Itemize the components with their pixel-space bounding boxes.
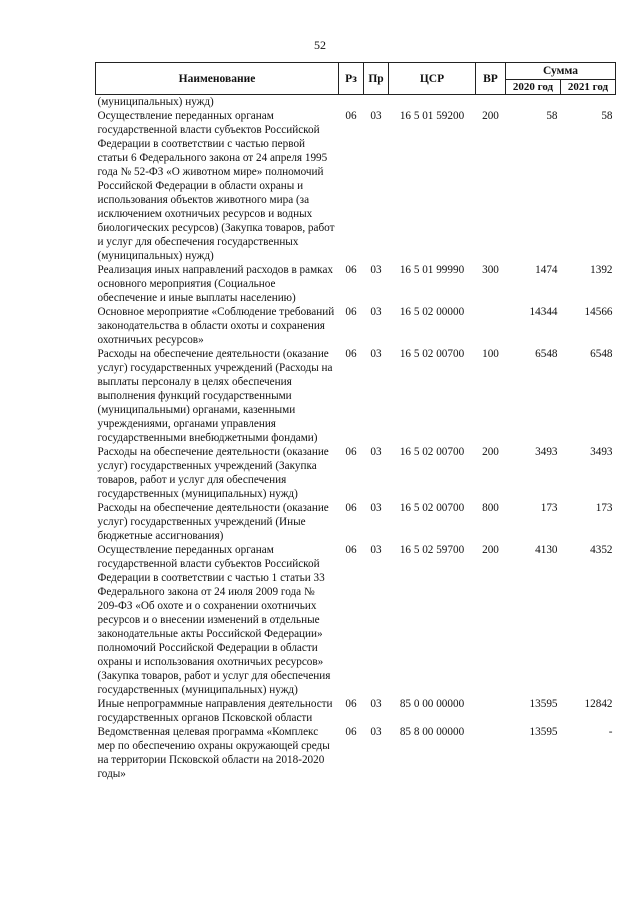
row-sum-2020: 3493 (535, 446, 558, 458)
row-vr: 300 (482, 264, 499, 276)
table-row (96, 501, 616, 543)
row-sum-2021: 1392 (590, 264, 613, 276)
table-row (96, 543, 616, 697)
row-pr: 03 (370, 348, 382, 360)
row-pr: 03 (370, 544, 382, 556)
header-vr: ВР (476, 63, 506, 95)
header-sum: Сумма (506, 63, 616, 80)
row-csr: 16 5 02 00700 (399, 502, 465, 514)
row-name: Иные непрограммные направления деятельности государственных органов Псковской области (97, 698, 333, 724)
row-sum-2021: 12842 (584, 698, 613, 710)
row-sum-2020: 13595 (529, 698, 558, 710)
row-pr: 03 (370, 502, 382, 514)
row-name: Осуществление переданных органам государственной власти субъектов Российской Федерации в соответствии с частью первой статьи 6 Федерального закона от 24 апреля 1995 года № 52-ФЗ «О животном мире» полномочий Российской Федерации в области охраны и использования объектов животного мира (за исключением охотничьих ресурсов и водных биологических ресурсов) (Закупка товаров, работ и услуг для обеспечения государственных (муниципальных) нужд) (97, 110, 335, 262)
row-name: Расходы на обеспечение деятельности (оказание услуг) государственных учреждений (Закупка товаров, работ и услуг для обеспечения государственных (муниципальных) нужд) (97, 446, 329, 500)
row-pr: 03 (370, 110, 382, 122)
row-sum-2020 (506, 95, 561, 110)
page-number: 52 (314, 38, 326, 52)
row-csr: 16 5 02 00700 (399, 446, 465, 458)
header-csr: ЦСР (389, 63, 476, 95)
row-name: Расходы на обеспечение деятельности (оказание услуг) государственных учреждений (Расходы на выплаты персоналу в целях обеспечения выполнения функций государственными (муниципальными) органами, казенными учреждениями, органами управления государственными внебюджетными фондами) (97, 348, 333, 444)
row-sum-2021: 58 (601, 110, 613, 122)
row-sum-2021: 3493 (590, 446, 613, 458)
row-sum-2020: 13595 (529, 726, 558, 738)
row-csr (389, 95, 476, 110)
row-sum-2021: 4352 (590, 544, 613, 556)
table-row (96, 445, 616, 501)
row-rz: 06 (345, 446, 357, 458)
header-year-2021: 2021 год (561, 80, 616, 95)
row-rz: 06 (345, 348, 357, 360)
row-rz: 06 (345, 264, 357, 276)
row-sum-2020: 173 (540, 502, 558, 514)
row-sum-2021: 173 (595, 502, 613, 514)
row-sum-2020: 58 (546, 110, 558, 122)
table-row (96, 109, 616, 263)
row-vr (476, 305, 506, 347)
row-csr: 16 5 01 59200 (399, 110, 465, 122)
table-row (96, 263, 616, 305)
row-sum-2021: - (608, 726, 613, 738)
row-name: Расходы на обеспечение деятельности (оказание услуг) государственных учреждений (Иные бюджетные ассигнования) (97, 502, 329, 542)
row-vr: 200 (482, 110, 499, 122)
row-rz: 06 (345, 726, 357, 738)
row-pr: 03 (370, 306, 382, 318)
row-csr: 85 0 00 00000 (399, 698, 465, 710)
row-vr: 100 (482, 348, 499, 360)
row-sum-2021: 14566 (584, 306, 613, 318)
row-name: Реализация иных направлений расходов в рамках основного мероприятия (Социальное обеспечение и иные выплаты населению) (97, 264, 334, 304)
row-name: Основное мероприятие «Соблюдение требований законодательства в области охоты и сохранения охотничьих ресурсов» (97, 306, 335, 346)
table-row (96, 305, 616, 347)
table-row (96, 697, 616, 725)
row-sum-2020: 1474 (535, 264, 558, 276)
row-vr: 200 (482, 446, 499, 458)
budget-table (95, 62, 616, 781)
table-row (96, 95, 616, 110)
row-name: Ведомственная целевая программа «Комплекс мер по обеспечению охраны окружающей среды на территории Псковской области на 2018-2020 годы» (97, 726, 330, 780)
row-vr (476, 697, 506, 725)
row-sum-2021: 6548 (590, 348, 613, 360)
row-pr: 03 (370, 264, 382, 276)
row-rz: 06 (345, 110, 357, 122)
table-row (96, 725, 616, 781)
header-year-2020: 2020 год (506, 80, 561, 95)
header-rz: Рз (339, 63, 364, 95)
row-sum-2020: 4130 (535, 544, 558, 556)
row-vr (476, 95, 506, 110)
row-pr (364, 95, 389, 110)
row-pr: 03 (370, 726, 382, 738)
row-sum-2020: 14344 (529, 306, 558, 318)
row-name: (муниципальных) нужд) (97, 96, 214, 108)
row-vr: 800 (482, 502, 499, 514)
table-body (96, 95, 616, 782)
table-row (96, 347, 616, 445)
header-pr: Пр (364, 63, 389, 95)
row-rz: 06 (345, 502, 357, 514)
row-csr: 16 5 02 59700 (399, 544, 465, 556)
row-pr: 03 (370, 698, 382, 710)
row-rz (339, 95, 364, 110)
row-name: Осуществление переданных органам государственной власти субъектов Российской Федерации в соответствии с частью 1 статьи 33 Федерального закона от 24 июля 2009 года № 209-ФЗ «Об охоте и о сохранении охотничьих ресурсов и о внесении изменений в отдельные законодательные акты Российской Федерации» полномочий Российской Федерации в области охраны и использования охотничьих ресурсов» (Закупка товаров, работ и услуг для обеспечения государственных (муниципальных) нужд) (97, 544, 331, 696)
row-csr: 16 5 02 00000 (399, 306, 465, 318)
row-rz: 06 (345, 544, 357, 556)
row-csr: 85 8 00 00000 (399, 726, 465, 738)
row-vr (476, 725, 506, 781)
row-rz: 06 (345, 306, 357, 318)
row-csr: 16 5 02 00700 (399, 348, 465, 360)
row-vr: 200 (482, 544, 499, 556)
row-sum-2020: 6548 (535, 348, 558, 360)
row-pr: 03 (370, 446, 382, 458)
row-csr: 16 5 01 99990 (399, 264, 465, 276)
header-name: Наименование (96, 63, 339, 95)
row-rz: 06 (345, 698, 357, 710)
row-sum-2021 (561, 95, 616, 110)
